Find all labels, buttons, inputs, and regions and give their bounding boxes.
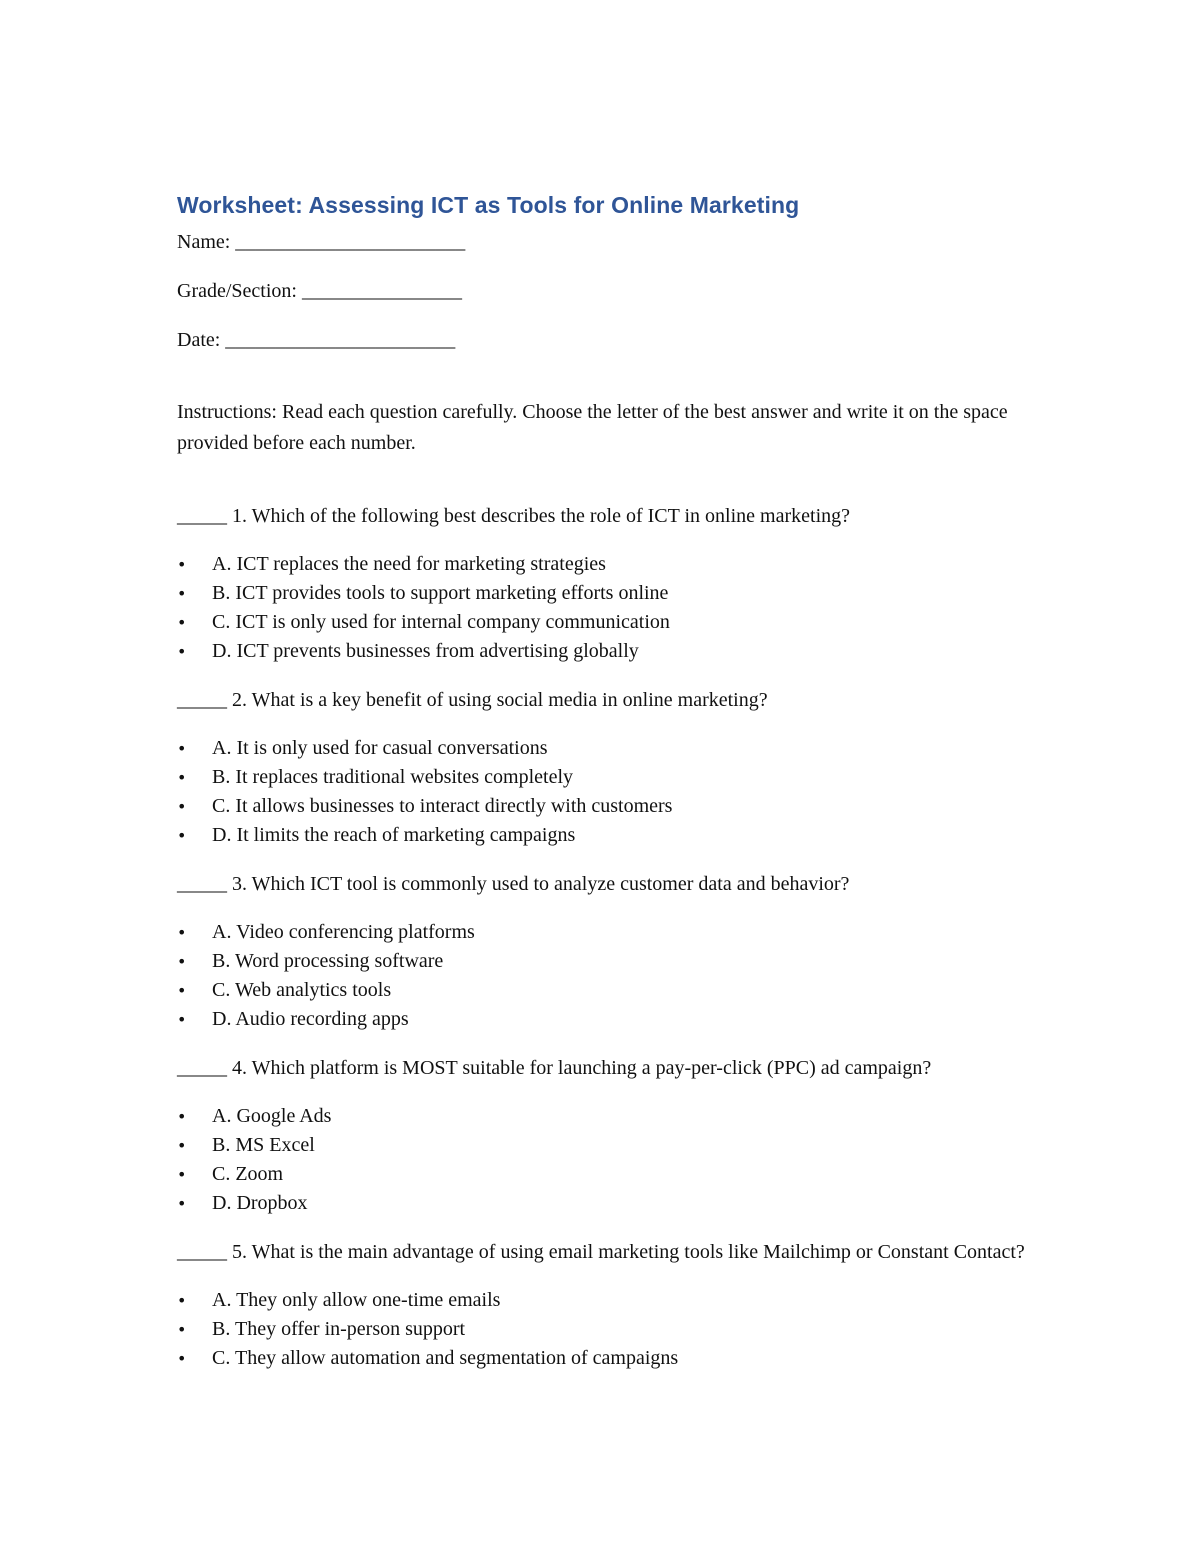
- date-field: Date: _______________________: [177, 329, 456, 351]
- answer-option: [177, 637, 1037, 666]
- question-3: [177, 870, 1037, 1034]
- bullet-icon: •: [177, 1107, 187, 1126]
- page-title: Worksheet: Assessing ICT as Tools for Online Marketing: [177, 192, 800, 218]
- instructions-text: Instructions: Read each question carefully. Choose the letter of the best answer and write it on the space provided before each number.: [177, 401, 1008, 454]
- option-label: B. It replaces traditional websites completely: [212, 766, 573, 788]
- bullet-icon: •: [177, 923, 187, 942]
- bullet-icon: •: [177, 952, 187, 971]
- answer-option: [177, 579, 1037, 608]
- answer-options: [177, 918, 1037, 1034]
- answer-option: [177, 947, 1037, 976]
- bullet-icon: •: [177, 1291, 187, 1310]
- option-label: A. Google Ads: [212, 1105, 332, 1127]
- bullet-icon: •: [177, 1349, 187, 1368]
- bullet-icon: •: [177, 584, 187, 603]
- bullet-icon: •: [177, 826, 187, 845]
- question-text: _____ 5. What is the main advantage of using email marketing tools like Mailchimp or Constant Contact?: [177, 1241, 1025, 1263]
- option-label: A. They only allow one-time emails: [212, 1289, 501, 1311]
- answer-option: [177, 550, 1037, 579]
- answer-options: [177, 734, 1037, 850]
- answer-option: [177, 1315, 1037, 1344]
- answer-option: [177, 821, 1037, 850]
- option-label: D. It limits the reach of marketing campaigns: [212, 824, 576, 846]
- option-label: A. ICT replaces the need for marketing strategies: [212, 553, 606, 575]
- question-1: [177, 502, 1037, 666]
- answer-option: [177, 918, 1037, 947]
- question-text: _____ 3. Which ICT tool is commonly used to analyze customer data and behavior?: [177, 873, 850, 895]
- bullet-icon: •: [177, 797, 187, 816]
- option-label: D. ICT prevents businesses from advertising globally: [212, 640, 639, 662]
- option-label: A. It is only used for casual conversations: [212, 737, 548, 759]
- option-label: B. ICT provides tools to support marketing efforts online: [212, 582, 669, 604]
- answer-option: [177, 608, 1037, 637]
- grade-section-field: Grade/Section: ________________: [177, 280, 462, 302]
- bullet-icon: •: [177, 642, 187, 661]
- bullet-icon: •: [177, 981, 187, 1000]
- bullet-icon: •: [177, 1165, 187, 1184]
- answer-option: [177, 1189, 1037, 1218]
- answer-option: [177, 1005, 1037, 1034]
- name-field: Name: _______________________: [177, 231, 466, 253]
- question-text: _____ 4. Which platform is MOST suitable for launching a pay-per-click (PPC) ad campaign?: [177, 1057, 932, 1079]
- bullet-icon: •: [177, 1136, 187, 1155]
- answer-option: [177, 1131, 1037, 1160]
- option-label: B. Word processing software: [212, 950, 444, 972]
- answer-options: [177, 1102, 1037, 1218]
- question-5: [177, 1238, 1037, 1373]
- answer-option: [177, 1160, 1037, 1189]
- answer-option: [177, 792, 1037, 821]
- answer-option: [177, 734, 1037, 763]
- answer-option: [177, 1344, 1037, 1373]
- bullet-icon: •: [177, 739, 187, 758]
- option-label: D. Dropbox: [212, 1192, 308, 1214]
- option-label: C. They allow automation and segmentation of campaigns: [212, 1347, 679, 1369]
- question-4: [177, 1054, 1037, 1218]
- question-text: _____ 1. Which of the following best describes the role of ICT in online marketing?: [177, 505, 850, 527]
- question-2: [177, 686, 1037, 850]
- answer-option: [177, 1102, 1037, 1131]
- answer-options: [177, 550, 1037, 666]
- question-text: _____ 2. What is a key benefit of using social media in online marketing?: [177, 689, 768, 711]
- answer-options: [177, 1286, 1037, 1373]
- bullet-icon: •: [177, 1194, 187, 1213]
- option-label: C. It allows businesses to interact directly with customers: [212, 795, 673, 817]
- answer-option: [177, 1286, 1037, 1315]
- worksheet-content: [177, 188, 1037, 1393]
- bullet-icon: •: [177, 613, 187, 632]
- option-label: B. MS Excel: [212, 1134, 315, 1156]
- answer-option: [177, 763, 1037, 792]
- bullet-icon: •: [177, 1320, 187, 1339]
- bullet-icon: •: [177, 555, 187, 574]
- option-label: C. ICT is only used for internal company communication: [212, 611, 670, 633]
- option-label: C. Zoom: [212, 1163, 284, 1185]
- bullet-icon: •: [177, 1010, 187, 1029]
- answer-option: [177, 976, 1037, 1005]
- option-label: D. Audio recording apps: [212, 1008, 409, 1030]
- option-label: B. They offer in-person support: [212, 1318, 466, 1340]
- bullet-icon: •: [177, 768, 187, 787]
- option-label: C. Web analytics tools: [212, 979, 392, 1001]
- option-label: A. Video conferencing platforms: [212, 921, 475, 943]
